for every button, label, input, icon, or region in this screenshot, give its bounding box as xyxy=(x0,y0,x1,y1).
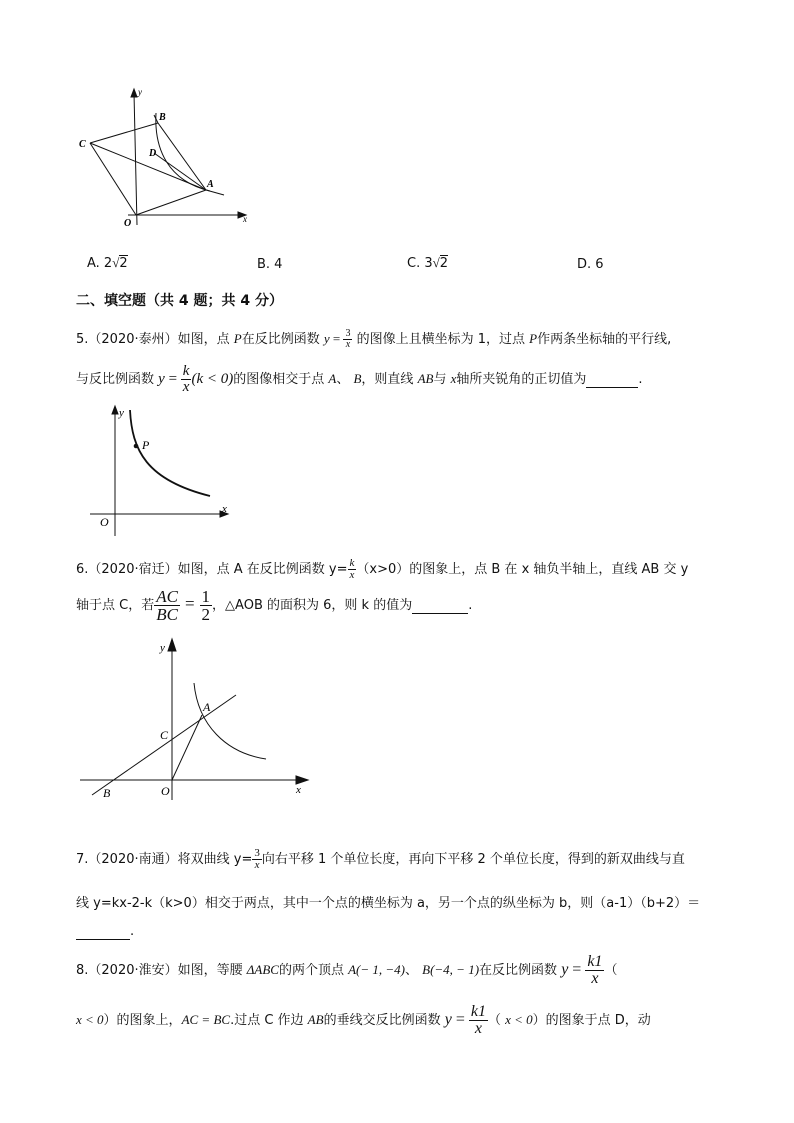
q7-line1 xyxy=(76,848,685,871)
q5-point-a: A xyxy=(328,371,337,386)
q5-point-p: P xyxy=(233,331,242,346)
q5-point-b: B xyxy=(353,371,362,386)
q6-half xyxy=(200,588,213,623)
fig6-segment-oa xyxy=(172,715,202,780)
q8-l1c: 在反比例函数 xyxy=(479,963,562,978)
fig5-y-arrow xyxy=(112,406,118,414)
fig4-label-B: B xyxy=(159,112,166,123)
q8-point-b: B(−4, − 1) xyxy=(422,962,480,977)
fig4-y-arrow xyxy=(131,89,137,97)
q6-den: x xyxy=(349,569,355,581)
q7-line2 xyxy=(76,892,700,911)
option-a xyxy=(87,255,128,271)
q8-l1a: 8.（2020·淮安）如图，等腰 xyxy=(76,963,247,978)
option-d xyxy=(577,257,604,272)
fig4-label-A: A xyxy=(207,179,214,190)
q5-f2-fraction xyxy=(181,364,192,395)
fig6-label-c: C xyxy=(160,728,169,742)
q8-g-eq: = xyxy=(451,1011,469,1028)
q5-l2c: ，则直线 xyxy=(361,372,418,387)
option-d-label: D. 6 xyxy=(577,257,604,272)
q6-l1a: 6.（2020·宿迁）如图，点 A 在反比例函数 y= xyxy=(76,562,348,577)
fig5-hyperbola xyxy=(130,410,210,496)
q6-half-num: 1 xyxy=(201,587,211,606)
option-b-label: B. 4 xyxy=(257,257,283,272)
q6-num: k xyxy=(349,557,355,569)
fig6-y-arrow xyxy=(168,639,176,651)
fig4-y-axis xyxy=(134,93,137,225)
q8-g-den: x xyxy=(474,1020,482,1037)
q6-ratio xyxy=(154,588,180,623)
fig5-point-p xyxy=(134,444,139,449)
q5-l2d: 与 xyxy=(433,372,451,387)
q6-l1b: （x>0）的图象上，点 B 在 x 轴负半轴上，直线 AB 交 y xyxy=(356,562,689,577)
fig4-label-C: C xyxy=(79,139,86,150)
fig4-segment-CB xyxy=(90,123,158,143)
q8-ac-bc: AC = BC xyxy=(181,1012,231,1027)
fig4-label-D: D xyxy=(149,148,157,159)
q6-l2b: ，△AOB 的面积为 6，则 k 的值为 xyxy=(212,598,413,613)
fig6-label-a: A xyxy=(203,700,211,714)
q5-sep: 、 xyxy=(336,372,354,387)
q8-ab: AB xyxy=(307,1012,324,1027)
fig6-label-y: y xyxy=(160,642,165,654)
q5-text3: 作两条坐标轴的平行线, xyxy=(537,332,672,347)
q8-l1b: 的两个顶点 xyxy=(278,963,349,978)
q7-l3-end: . xyxy=(130,924,135,939)
q8-l2f: 的垂线交反比例函数 xyxy=(323,1013,445,1028)
q7-fraction xyxy=(252,848,262,871)
q5-l2-end: . xyxy=(638,372,643,387)
fig4-label-x: x xyxy=(243,214,247,224)
q5-f2-den: x xyxy=(182,379,190,395)
q5-answer-blank[interactable] xyxy=(586,372,638,388)
q5-f2-cond: (k < 0) xyxy=(191,371,234,387)
q8-g-num: k1 xyxy=(470,1003,486,1020)
fig4-segment-AD xyxy=(154,153,206,190)
figure-q5 xyxy=(86,400,236,540)
q5-lead: 5.（2020·泰州）如图，点 xyxy=(76,332,234,347)
q5-f1-y: y xyxy=(323,331,330,346)
fig5-label-y: y xyxy=(119,407,124,419)
fig4-label-O: O xyxy=(124,218,132,229)
q8-l2b: ）的图象上， xyxy=(103,1013,182,1028)
option-a-label: A. 2 xyxy=(87,256,113,271)
figure-q4 xyxy=(70,85,260,235)
q5-l2a: 与反比例函数 xyxy=(76,372,159,387)
q8-cond1: x < 0 xyxy=(76,1012,104,1027)
q5-text1: 在反比例函数 xyxy=(241,332,324,347)
q6-ratio-den: BC xyxy=(156,605,178,624)
q6-l2-end: . xyxy=(468,598,473,613)
q5-line1 xyxy=(76,328,671,350)
fig4-segment-AO xyxy=(136,190,206,215)
q6-half-den: 2 xyxy=(201,605,211,624)
q8-f-fraction xyxy=(585,954,604,987)
fig6-hyperbola xyxy=(194,683,266,759)
q8-cond2: x < 0 xyxy=(505,1012,533,1027)
q6-line2 xyxy=(76,588,472,623)
q5-f1-eq: = xyxy=(329,331,344,346)
q8-triangle: ΔABC xyxy=(246,962,279,977)
q8-point-a: A(− 1, −4) xyxy=(348,962,405,977)
q5-f2-num: k xyxy=(182,363,190,379)
q8-sep: 、 xyxy=(405,963,423,978)
option-b xyxy=(257,257,282,272)
q8-f-y: y xyxy=(561,961,569,978)
q7-l2: 线 y=kx-2-k（k>0）相交于两点，其中一个点的横坐标为 a，另一个点的纵坐标为 b，则（a-1）（b+2）＝ xyxy=(76,896,701,911)
q5-l2e: 轴所夹锐角的正切值为 xyxy=(456,372,587,387)
q5-x: x xyxy=(450,371,457,386)
q8-l2i: ）的图象于点 D，动 xyxy=(532,1013,651,1028)
fig5-label-x: x xyxy=(222,503,227,515)
option-c-radicand: 2 xyxy=(439,256,449,271)
fig6-label-x: x xyxy=(296,784,301,796)
q7-den: x xyxy=(254,859,260,871)
q8-line2 xyxy=(76,1004,651,1037)
q6-eq: = xyxy=(184,594,195,613)
q8-g-fraction xyxy=(469,1004,488,1037)
q8-f-eq: = xyxy=(568,961,586,978)
q5-f2-eq: = xyxy=(164,371,181,387)
q8-l1d: （ xyxy=(604,963,618,978)
fig4-label-y: y xyxy=(138,87,142,97)
q8-f-num: k1 xyxy=(587,953,603,970)
q6-line1 xyxy=(76,558,688,581)
q5-f1-num: 3 xyxy=(345,328,351,339)
option-c-label: C. 3 xyxy=(407,256,433,271)
q8-g-y: y xyxy=(444,1011,452,1028)
fig6-x-arrow xyxy=(296,776,308,784)
fig4-hyperbola xyxy=(156,113,210,191)
q5-f2-y: y xyxy=(158,371,165,387)
fig5-label-p: P xyxy=(142,438,150,452)
q7-answer-blank[interactable] xyxy=(76,924,130,940)
section-title: 二、填空题（共 4 题；共 4 分） xyxy=(76,293,283,309)
q5-f1-den: x xyxy=(345,339,351,350)
fig6-label-o: O xyxy=(161,784,170,798)
q5-text2: 的图像上且横坐标为 1，过点 xyxy=(352,332,530,347)
q5-line2 xyxy=(76,364,643,395)
fig4-segment-OC xyxy=(90,143,136,215)
fig5-label-o: O xyxy=(100,515,109,529)
q7-line3 xyxy=(76,924,134,940)
option-c xyxy=(407,255,448,271)
q7-l1b: 向右平移 1 个单位长度，再向下平移 2 个单位长度，得到的新双曲线与直 xyxy=(261,852,685,867)
q6-l2a: 轴于点 C，若 xyxy=(76,598,155,613)
figure-q6 xyxy=(76,635,316,805)
radical-icon: √ xyxy=(112,255,120,270)
fig6-label-b: B xyxy=(103,786,111,800)
q7-num: 3 xyxy=(254,847,260,859)
radical-icon: √ xyxy=(432,255,440,270)
q8-f-den: x xyxy=(591,970,599,987)
q5-line-ab: AB xyxy=(417,371,434,386)
q5-l2b: 的图像相交于点 xyxy=(233,372,329,387)
q7-l1a: 7.（2020·南通）将双曲线 y= xyxy=(76,852,253,867)
q8-l2g: （ xyxy=(487,1013,506,1028)
q6-ratio-num: AC xyxy=(156,587,178,606)
q8-line1 xyxy=(76,954,617,987)
q8-l2d: .过点 C 作边 xyxy=(230,1013,308,1028)
q6-answer-blank[interactable] xyxy=(412,598,468,614)
option-a-radicand: 2 xyxy=(119,256,128,271)
q5-point-p2: P xyxy=(529,331,538,346)
